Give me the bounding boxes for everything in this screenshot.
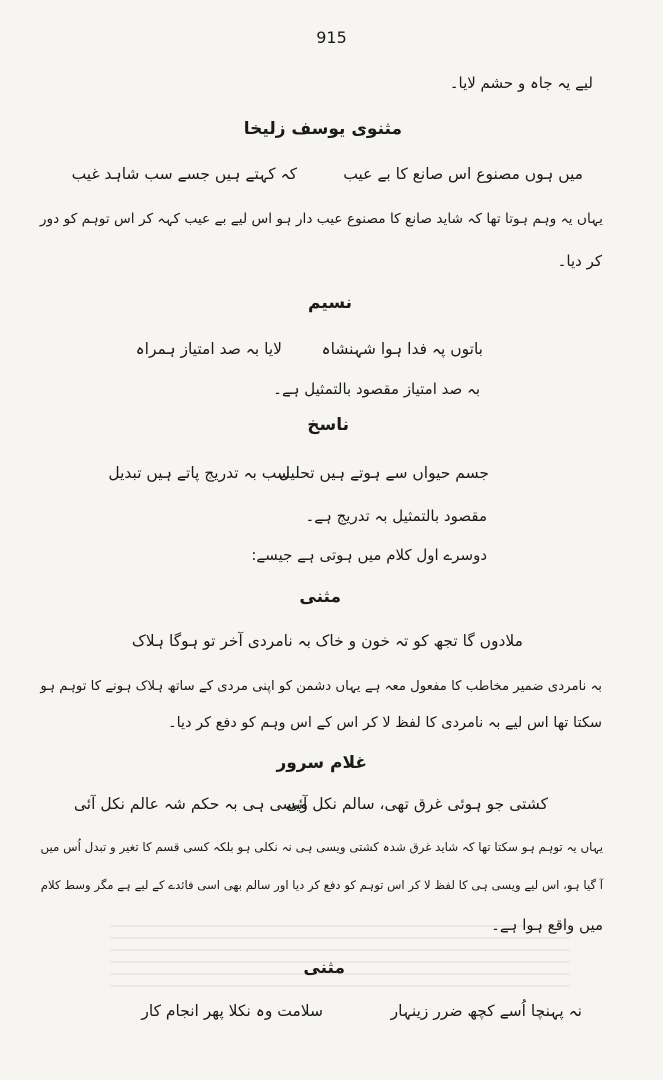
- page-number: 915: [316, 28, 347, 47]
- text-line: کر دیا۔: [557, 252, 602, 270]
- text-line: سکتا تھا اس لیے بہ نامردی کا لفظ لا کر اس کے اس وہم کو دفع کر دیا۔: [168, 715, 602, 731]
- verse-hemistich-right: نہ پہنچا اُسے کچھ ضرر زینہار: [390, 1002, 582, 1020]
- text-line: یہاں یہ وہم ہوتا تھا کہ شاید صانع کا مصنوع عیب دار ہو اس لیے بے عیب کہہ کر اس توہم کو دور: [39, 211, 603, 227]
- text-line: مقصود بالتمثیل بہ تدریج ہے۔: [305, 507, 487, 525]
- section-heading: مثنی: [299, 587, 341, 607]
- verse-hemistich-left: سب بہ تدریج پاتے ہیں تبدیل: [108, 464, 290, 482]
- verse-hemistich-left: سلامت وہ نکلا پھر انجام کار: [141, 1002, 323, 1020]
- text-line: بہ صد امتیاز مقصود بالتمثیل ہے۔: [273, 380, 480, 398]
- section-heading: غلام سرور: [276, 753, 367, 773]
- verse-hemistich-right: جسم حیواں سے ہوتے ہیں تحلیل: [278, 464, 489, 482]
- text-line: دوسرے اول کلام میں ہوتی ہے جیسے:: [251, 546, 487, 564]
- verse-hemistich-right: میں ہوں مصنوع اس صانع کا بے عیب: [343, 165, 583, 183]
- verse-hemistich-right: باتوں پہ فدا ہوا شہنشاہ: [321, 340, 483, 358]
- verse-hemistich-right: ملادوں گا تجھ کو تہ خون و خاک: [315, 632, 523, 650]
- verse-hemistich-left: بہ نامردی آخر تو ہوگا ہلاک: [131, 632, 311, 650]
- section-heading: مثنی: [303, 958, 345, 978]
- verse-hemistich-right: کشتی جو ہوئی غرق تھی، سالم نکل آئی: [285, 795, 548, 813]
- section-heading: مثنوی یوسف زلیخا: [243, 119, 402, 139]
- verse-hemistich-left: ویسی ہی بہ حکم شہ عالم نکل آئی: [73, 795, 308, 813]
- text-line: لیے یہ جاہ و حشم لایا۔: [449, 74, 593, 92]
- text-line: آ گیا ہو، اس لیے ویسی ہی کا لفظ لا کر اس توہم کو دفع کر دیا اور سالم بھی اسی فائدے کے لیے ہے مگر وسط کلام: [40, 878, 603, 892]
- verse-hemistich-left: کہ کہتے ہیں جسے سب شاہد غیب: [71, 165, 297, 183]
- section-heading: ناسخ: [307, 415, 349, 435]
- text-line: یہاں یہ توہم ہو سکتا تھا کہ شاید غرق شدہ کشتی ویسی ہی نہ نکلی ہو بلکہ کسی قسم کا تغیر و تبدل اُس میں: [40, 840, 603, 854]
- verse-hemistich-left: لایا بہ صد امتیاز ہمراہ: [135, 340, 282, 358]
- text-line: بہ نامردی ضمیر مخاطب کا مفعول معہ ہے یہاں دشمن کو اپنی مردی کے ساتھ ہلاک ہونے کا توہم ہو: [40, 679, 602, 694]
- section-heading: نسیم: [308, 293, 352, 313]
- text-line: میں واقع ہوا ہے۔: [491, 916, 603, 934]
